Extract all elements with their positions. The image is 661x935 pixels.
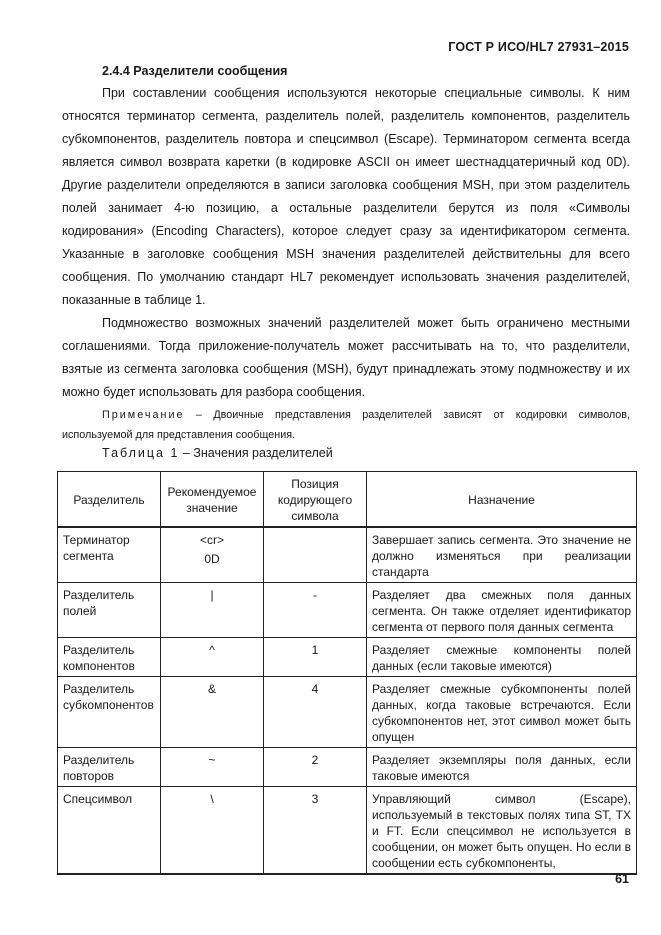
header-position: Позиция кодирующего символа [264,472,367,528]
table-caption [102,446,333,460]
cell-position: 2 [264,748,367,787]
header-delimiter: Разделитель [58,472,161,528]
cell-value: & [161,677,264,748]
table-row [58,527,637,583]
cell-value: ^ [161,638,264,677]
table-row [58,677,637,748]
cell-name: Разделитель субкомпонентов [58,677,161,748]
paragraph-2: Подмножество возможных значений разделителей может быть ограничено местными соглашениями. Тогда приложение-получатель может рассчитывать на то, что разделители, взятые из сегмента заголовка сообщения (MSH), будут принадлежать этому подмножеству и их можно будет использовать для разбора сообщения. [62,316,630,399]
header-recommended-value: Рекомендуемое значение [161,472,264,528]
delimiters-table [57,471,637,875]
cell-purpose: Управляющий символ (Escape), используемый в текстовых полях типа ST, TX и FT. Если спецсимвол не используется в сообщении, он может быть опущен. Но если в сообщении есть субкомпоненты, [367,787,637,875]
cell-position: - [264,583,367,638]
cell-purpose: Разделяет смежные компоненты полей данных (если таковые имеются) [367,638,637,677]
cell-value-line-1: <cr> [199,533,224,547]
cell-position: 3 [264,787,367,875]
table-row [58,787,637,875]
note-label: Примечание [102,409,185,421]
table-caption-text: – Значения разделителей [179,446,333,460]
cell-value: | [161,583,264,638]
paragraph-1: При составлении сообщения используются некоторые специальные символы. К ним относятся терминатор сегмента, разделитель полей, разделитель компонентов, разделитель субкомпонентов, разделитель повтора и спецсимвол (Escape). Терминатором сегмента всегда является символ возврата каретки (в кодировке ASCII он имеет шестнадцатеричный код 0D). Другие разделители определяются в записи заголовка сообщения MSH, при этом разделитель полей занимает 4-ю позицию, а остальные разделители берутся из поля «Символы кодирования» (Encoding Characters), которое следует сразу за идентификатором сегмента. Указанные в заголовке сообщения MSH значения разделителей действительны для всего сообщения. По умолчанию стандарт HL7 рекомендует использовать значения разделителей, показанные в таблице 1. [62,86,630,307]
table-row [58,583,637,638]
cell-name: Разделитель повторов [58,748,161,787]
section-title: 2.4.4 Разделители сообщения [102,64,288,78]
cell-purpose: Разделяет два смежных поля данных сегмента. Он также отделяет идентификатор сегмента от первого поля данных сегмента [367,583,637,638]
cell-position [264,527,367,583]
cell-name: Спецсимвол [58,787,161,875]
header-purpose: Назначение [367,472,637,528]
cell-purpose: Разделяет экземпляры поля данных, если таковые имеются [367,748,637,787]
cell-value: ~ [161,748,264,787]
cell-name: Разделитель полей [58,583,161,638]
cell-name: Разделитель компонентов [58,638,161,677]
note [62,405,630,445]
cell-name: Терминатор сегмента [58,527,161,583]
cell-value [161,527,264,583]
table-row [58,748,637,787]
note-text: – Двоичные представления разделителей зависят от кодировки символов, используемой для представления сообщения. [62,409,630,441]
table-row [58,638,637,677]
document-header: ГОСТ Р ИСО/HL7 27931–2015 [448,40,629,54]
table-caption-label: Таблица 1 [102,446,180,460]
cell-value: \ [161,787,264,875]
page-number: 61 [615,872,629,886]
cell-value-line-2: 0D [204,552,220,566]
cell-purpose: Разделяет смежные субкомпоненты полей данных, когда таковые встречаются. Если субкомпонентов нет, этот символ может быть опущен [367,677,637,748]
cell-purpose: Завершает запись сегмента. Это значение не должно изменяться при реализации стандарта [367,527,637,583]
cell-position: 4 [264,677,367,748]
cell-position: 1 [264,638,367,677]
table-header-row [58,472,637,528]
